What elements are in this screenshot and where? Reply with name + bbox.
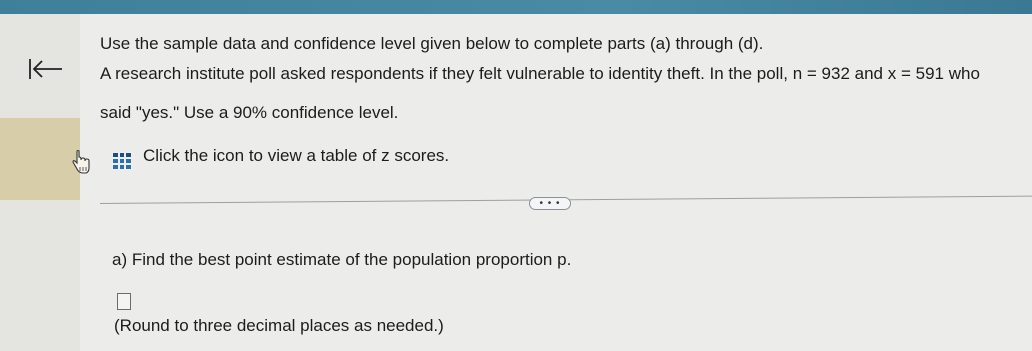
instructions-text: Use the sample data and confidence level given below to complete parts (a) through (d). [100,34,764,53]
sample-size-expression: n = 932 [792,64,850,83]
expand-more-button[interactable]: • • • [529,197,571,210]
answer-input-box[interactable] [117,293,131,310]
left-accent-block [0,118,80,200]
problem-statement-line2: said "yes." Use a 90% confidence level. [100,103,399,122]
top-header-bar [0,0,1032,14]
rounding-instruction: (Round to three decimal places as needed.) [114,316,444,335]
problem-suffix: who [948,64,980,83]
problem-connector: and [854,64,884,83]
back-arrow-icon[interactable] [28,58,64,80]
hand-pointer-icon [70,150,92,176]
table-grid-icon[interactable] [112,152,132,170]
problem-prefix: A research institute poll asked respondents if they felt vulnerable to identity theft. In the poll, [100,64,788,83]
part-a-question: a) Find the best point estimate of the population proportion p. [112,250,572,269]
z-table-link[interactable]: Click the icon to view a table of z scores. [143,146,450,165]
problem-statement-line1 [100,64,980,84]
successes-expression: x = 591 [887,64,944,83]
